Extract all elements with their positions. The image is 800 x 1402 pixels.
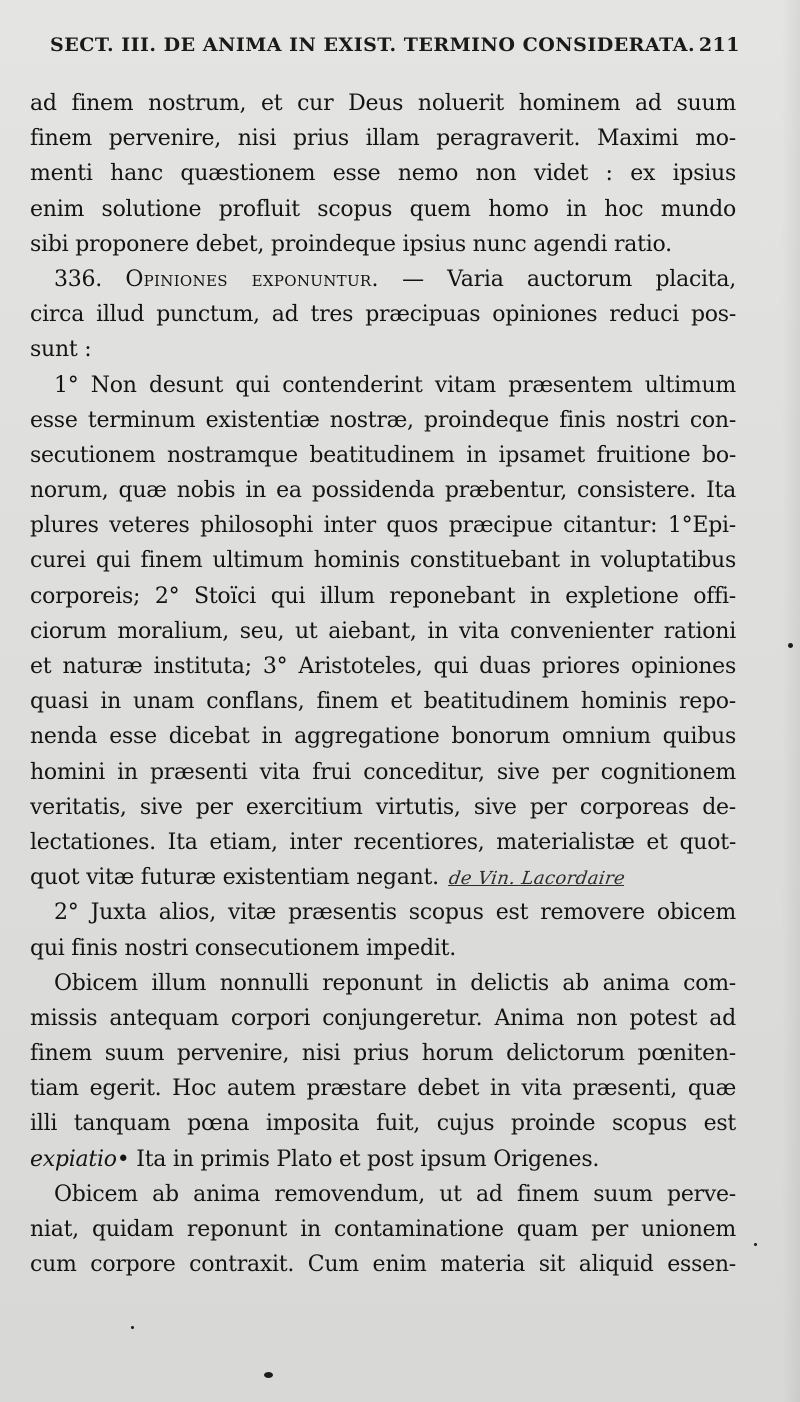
text-line: 2° Juxta alios, vitæ præsentis scopus est removere obicem — [54, 900, 736, 926]
ink-speck — [264, 1372, 273, 1378]
handwritten-annotation: de Vin. Lacordaire — [447, 868, 627, 890]
text-line: menti hanc quæstionem esse nemo non videt : ex ipsius — [30, 161, 736, 187]
text-line: lectationes. Ita etiam, inter recentiores, materialistæ et quot- — [30, 829, 736, 855]
text-line: missis antequam corpori conjungeretur. Anima non potest ad — [30, 1005, 736, 1031]
text-line: cum corpore contraxit. Cum enim materia sit aliquid essen- — [30, 1252, 736, 1278]
text-line: finem suum pervenire, nisi prius horum delictorum pœniten- — [30, 1041, 736, 1067]
ink-speck — [754, 1243, 757, 1246]
text-line: niat, quidam reponunt in contaminatione quam per unionem — [30, 1217, 736, 1242]
text-line: tiam egerit. Hoc autem præstare debet in vita præsenti, quæ — [30, 1076, 736, 1102]
text-line: sibi proponere debet, proindeque ipsius nunc agendi ratio. — [30, 231, 672, 257]
text-line: qui finis nostri consecutionem impedit. — [30, 935, 456, 961]
page-edge-shadow — [782, 0, 800, 1402]
text-line: veritatis, sive per exercitium virtutis, sive per corporeas de- — [30, 794, 736, 820]
text-line: homini in præsenti vita frui conceditur, sive per cognitionem — [30, 759, 736, 785]
text-segment: • Ita in primis Plato et post ipsum Origenes. — [116, 1146, 600, 1172]
text-line: Obicem ab anima removendum, ut ad finem suum perve- — [54, 1181, 736, 1207]
text-line: quasi in unam conflans, finem et beatitudinem hominis repo- — [30, 689, 736, 715]
text-line: norum, quæ nobis in ea possidenda præbentur, consistere. Ita — [30, 478, 736, 504]
body-text — [30, 86, 736, 1282]
text-line: circa illud punctum, ad tres præcipuas opiniones reduci pos- — [30, 302, 736, 328]
text-line: corporeis; 2° Stoïci qui illum reponebant in expletione offi- — [30, 583, 736, 609]
text-line: curei qui finem ultimum hominis constituebant in voluptatibus — [30, 548, 736, 574]
text-line: ciorum moralium, seu, ut aiebant, in vita convenienter rationi — [30, 618, 736, 644]
section-heading-continuation: — Varia auctorum placita, — [402, 266, 736, 292]
text-line: et naturæ instituta; 3° Aristoteles, qui duas priores opiniones — [30, 654, 736, 679]
text-line: illi tanquam pœna imposita fuit, cujus proinde scopus est — [30, 1111, 736, 1137]
text-line: nenda esse dicebat in aggregatione bonorum omnium quibus — [30, 724, 736, 750]
text-line: Obicem illum nonnulli reponunt in delictis ab anima com- — [54, 970, 736, 996]
text-line: esse terminum existentiæ nostræ, proindeque finis nostri con- — [30, 407, 736, 433]
text-line: ad finem nostrum, et cur Deus noluerit hominem ad suum — [30, 91, 736, 116]
text-line: finem pervenire, nisi prius illam peragraverit. Maximi mo- — [30, 126, 736, 152]
text-line: plures veteres philosophi inter quos præcipue citantur: 1°Epi- — [30, 513, 736, 539]
section-heading-line — [30, 262, 736, 297]
section-heading: Opiniones exponuntur. — [125, 266, 379, 292]
running-title: SECT. III. DE ANIMA IN EXIST. TERMINO CONSIDERATA. — [50, 34, 696, 56]
ink-speck — [131, 1326, 134, 1329]
page-number: 211 — [698, 34, 740, 56]
text-line — [30, 1142, 736, 1177]
text-line: sunt : — [30, 337, 92, 363]
text-segment: quot vitæ futuræ existentiam negant. — [30, 865, 439, 891]
section-number: 336. — [54, 266, 102, 292]
running-header — [50, 34, 740, 56]
italic-term: expiatio — [30, 1146, 117, 1172]
text-line — [30, 860, 736, 895]
text-line: secutionem nostramque beatitudinem in ipsamet fruitione bo- — [30, 442, 736, 468]
text-line: enim solutione profluit scopus quem homo in hoc mundo — [30, 196, 736, 222]
text-line: 1° Non desunt qui contenderint vitam præsentem ultimum — [54, 372, 736, 398]
